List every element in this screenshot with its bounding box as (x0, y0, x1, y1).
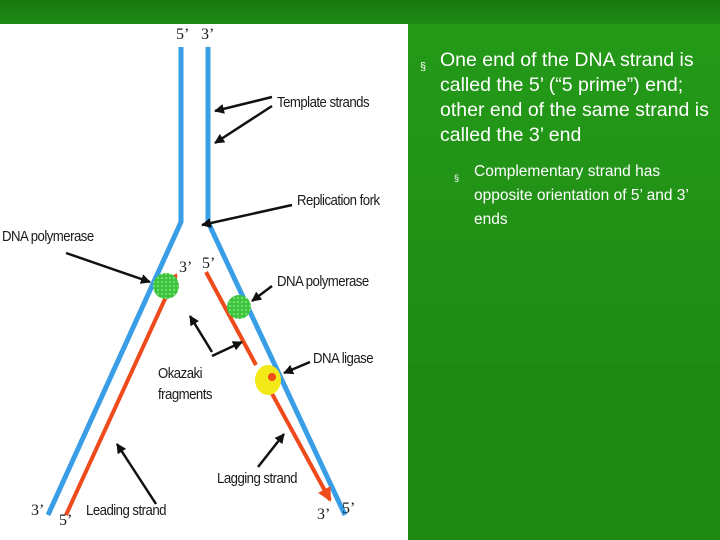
replication-fork-label: Replication fork (297, 192, 380, 209)
bottom-right-5-prime-label: 5’ (342, 500, 356, 517)
okazaki-label: Okazaki (158, 365, 202, 382)
arrow-okazaki-1 (190, 316, 212, 352)
bottom-left-5-prime-label: 5’ (59, 512, 73, 529)
bullet-sub-text: Complementary strand has opposite orientation of 5’ and 3’ ends (474, 163, 689, 228)
top-5-prime-label: 5’ (176, 26, 190, 43)
dna-polymerase-left-label: DNA polymerase (2, 228, 94, 245)
arrow-dna-ligase (284, 362, 310, 373)
fork-3-prime-label: 3’ (179, 259, 193, 276)
dna-ligase-blob (255, 365, 281, 395)
dna-polymerase-right-label: DNA polymerase (277, 273, 369, 290)
bullet-sub (420, 160, 716, 232)
dna-polymerase-left-blob (153, 273, 179, 299)
dna-replication-diagram (0, 24, 408, 540)
arrow-template-strands-1 (215, 97, 272, 111)
arrow-dna-polymerase-left (66, 253, 150, 282)
top-band (0, 0, 720, 24)
arrow-dna-polymerase-right (252, 286, 272, 301)
arrow-leading-strand (117, 444, 156, 504)
bullet-main (420, 48, 716, 148)
template-strands-label: Template strands (277, 94, 370, 111)
dna-ligase-label: DNA ligase (313, 350, 374, 367)
okazaki-fragment-1 (206, 272, 256, 365)
arrow-okazaki-2 (212, 342, 242, 356)
bullet-sub-marker: § (454, 173, 460, 183)
dna-ligase-red-dot (268, 373, 276, 381)
top-3-prime-label: 3’ (201, 26, 215, 43)
arrow-lagging-strand (258, 434, 284, 467)
fragments-label: fragments (158, 386, 212, 403)
dna-polymerase-right-blob (227, 295, 251, 319)
fork-5-prime-label: 5’ (202, 255, 216, 272)
bullet-list (420, 48, 716, 232)
arrow-template-strands-2 (215, 106, 272, 143)
bottom-left-3-prime-label: 3’ (31, 502, 45, 519)
lagging-strand-label: Lagging strand (217, 470, 297, 487)
leading-strand-label: Leading strand (86, 502, 166, 519)
arrow-replication-fork (202, 205, 292, 225)
bullet-marker: § (420, 61, 427, 73)
bullet-main-text: One end of the DNA strand is called the 5’ (“5 prime”) end; other end of the same strand is called the 3’ end (440, 49, 709, 146)
bottom-right-3-prime-label: 3’ (317, 506, 331, 523)
